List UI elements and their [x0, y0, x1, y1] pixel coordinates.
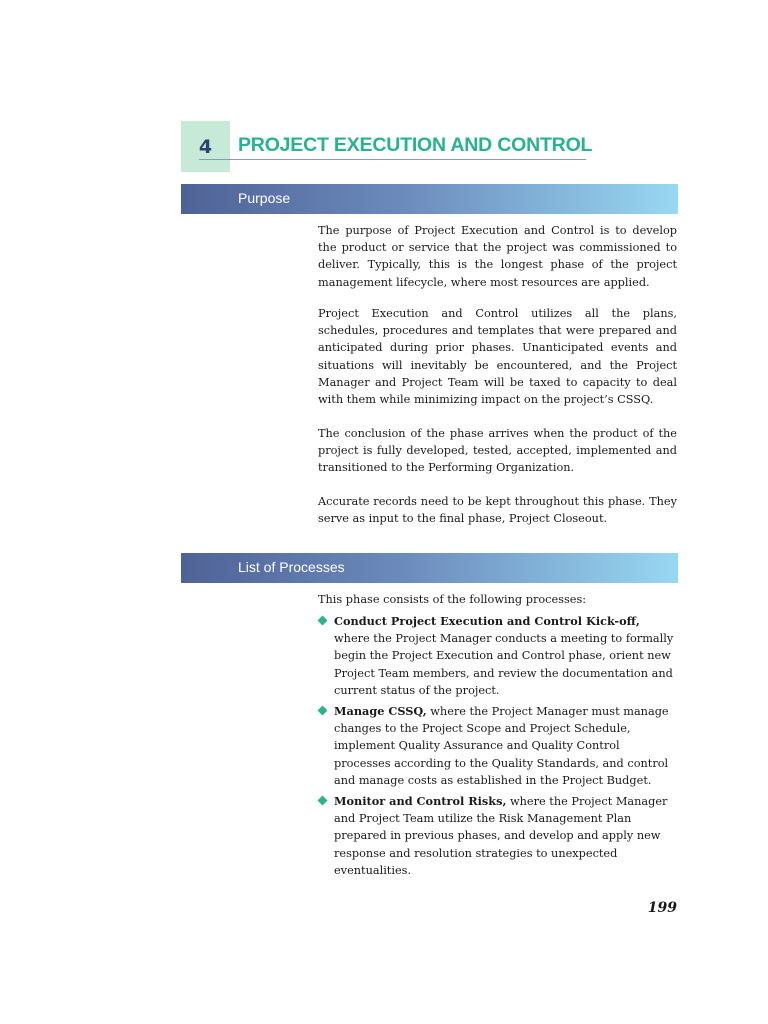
list-item [318, 613, 677, 699]
chapter-number: 4 [181, 121, 230, 172]
chapter-title: PROJECT EXECUTION AND CONTROL [238, 134, 593, 156]
purpose-heading: Purpose [238, 190, 291, 206]
process-description: where the Project Manager conducts a meeting to formally begin the Project Execution and Control phase, orient new Project Team members, and review the documentation and current status of the project. [334, 632, 674, 697]
processes-heading: List of Processes [238, 559, 345, 575]
diamond-bullet-icon [318, 796, 328, 806]
process-description: where the Project Manager and Project Team utilize the Risk Management Plan prepared in previous phases, and develop and apply new response and resolution strategies to unexpected eventualities. [334, 795, 668, 877]
title-underline [199, 159, 586, 160]
purpose-paragraph-4: Accurate records need to be kept throughout this phase. They serve as input to the final phase, Project Closeout. [318, 495, 677, 526]
list-item [318, 703, 677, 789]
purpose-section-header [181, 184, 678, 214]
process-name: Manage CSSQ, [334, 704, 427, 719]
process-name: Conduct Project Execution and Control Kick-off, [334, 614, 640, 628]
page-number: 199 [647, 900, 677, 916]
process-list [318, 613, 677, 883]
diamond-bullet-icon [318, 616, 328, 626]
processes-section-header [181, 553, 678, 583]
diamond-bullet-icon [318, 706, 328, 716]
list-item [318, 793, 677, 879]
purpose-paragraph-3: The conclusion of the phase arrives when the product of the project is fully developed, tested, accepted, implemented and transitioned to the Performing Organization. [318, 427, 677, 475]
processes-intro: This phase consists of the following processes: [318, 593, 587, 606]
purpose-paragraph-2: Project Execution and Control utilizes all the plans, schedules, procedures and templates that were prepared and anticipated during prior phases. Unanticipated events and situations will inevitably be encountered, and the Project Manager and Project Team will be taxed to capacity to deal with them while minimizing impact on the project’s CSSQ. [318, 307, 677, 407]
process-name: Monitor and Control Risks, [334, 794, 507, 809]
process-description: where the Project Manager must manage changes to the Project Scope and Project Schedule, implement Quality Assurance and Quality Control processes according to the Quality Standards, and control and manage costs as established in the Project Budget. [334, 705, 669, 787]
purpose-paragraph-1: The purpose of Project Execution and Control is to develop the product or service that the project was commissioned to deliver. Typically, this is the longest phase of the project management lifecycle, where most resources are applied. [318, 224, 677, 289]
